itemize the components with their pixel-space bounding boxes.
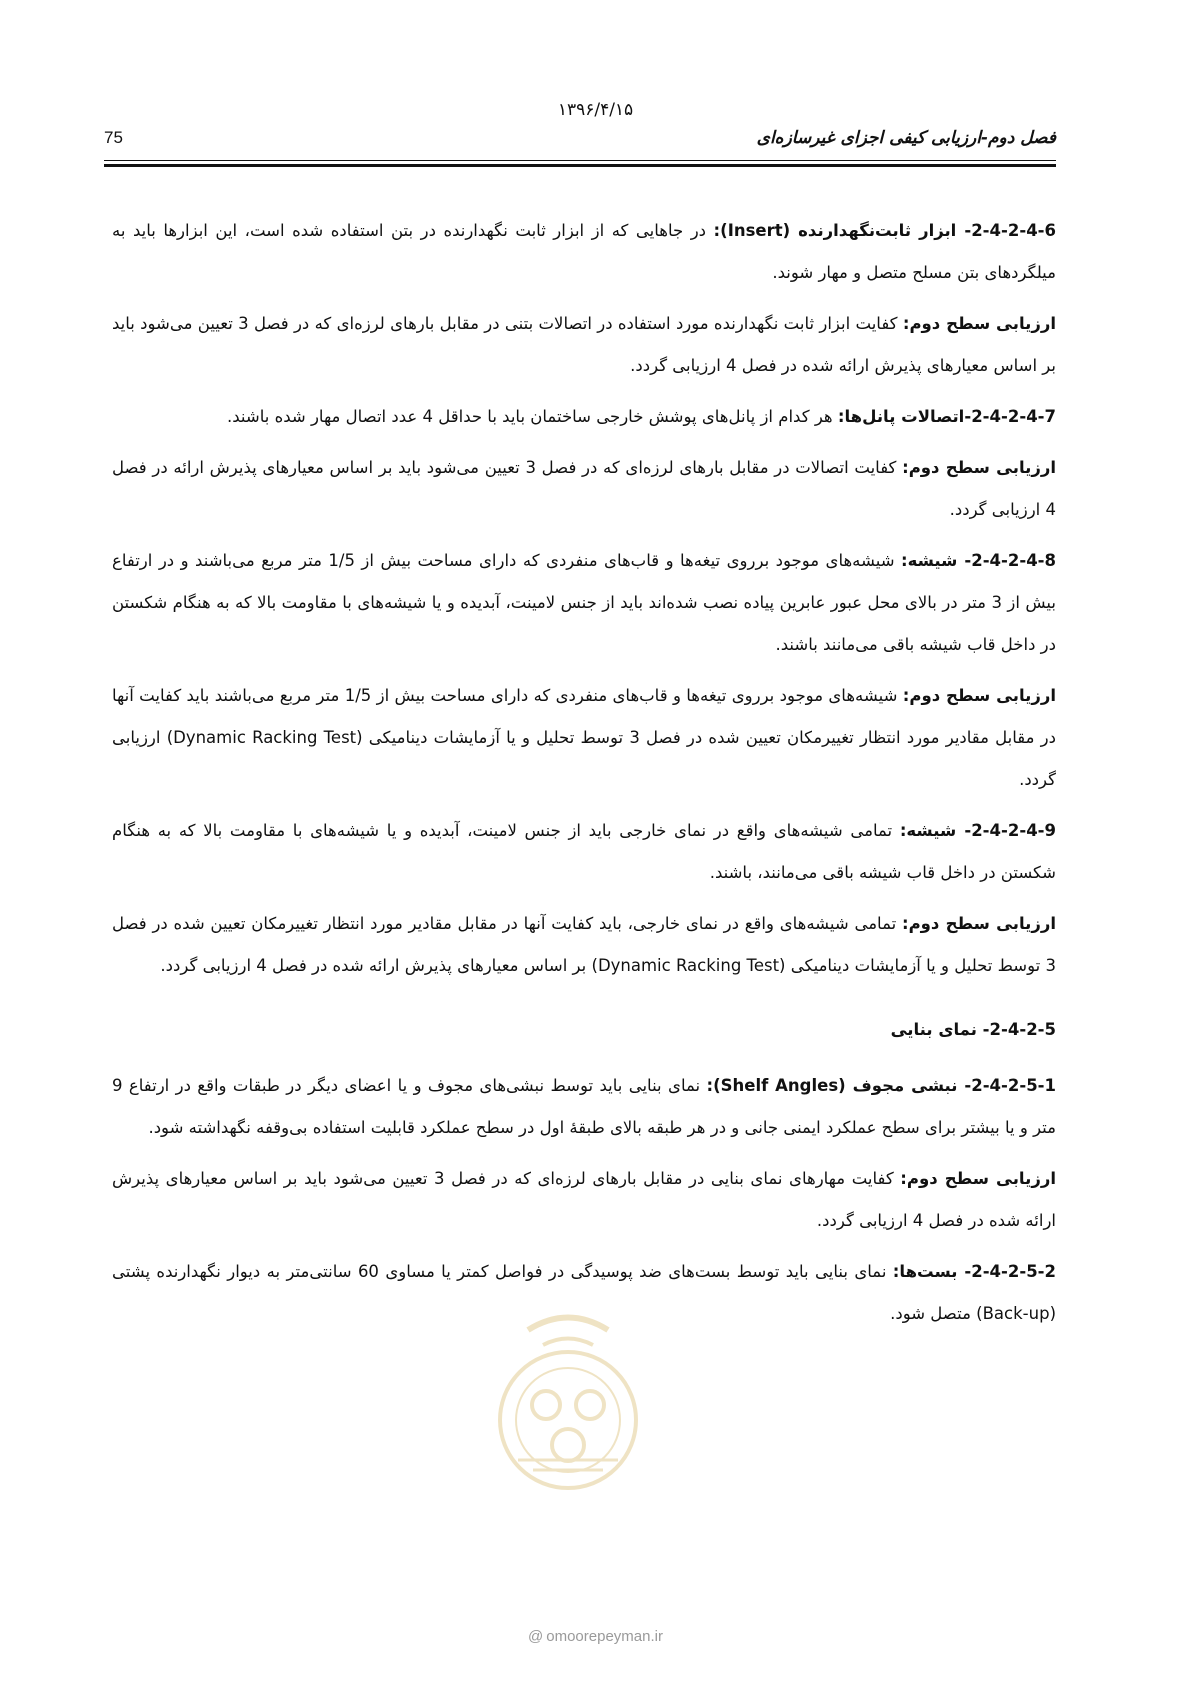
- paragraph-lead: 2-4-2-4-8- شیشه:: [901, 551, 1057, 570]
- section-heading: [112, 1009, 1056, 1051]
- page-header: [104, 128, 1056, 154]
- page-number: 75: [104, 128, 123, 147]
- paragraph-body: شیشه‌های موجود برروی تیغه‌ها و قاب‌های منفردی که دارای مساحت بیش از 1/5 متر مربع می‌باشند باید کفایت آنها در مقابل مقادیر مورد انتظار تغییرمکان تعیین شده در فصل 3 توسط تحلیل و یا آزمایشات دینامیکی (Dynamic Racking Test) ارزیابی گردد.: [112, 686, 1056, 789]
- at-icon: @: [528, 1628, 544, 1645]
- watermark-logo: [488, 1310, 648, 1500]
- footer-url-text: omoorepeyman.ir: [546, 1628, 663, 1645]
- paragraph-lead: ارزیابی سطح دوم:: [900, 1169, 1056, 1188]
- paragraph: [112, 447, 1056, 531]
- paragraph-body: تمامی شیشه‌های واقع در نمای خارجی باید از جنس لامینت، آبدیده و یا شیشه‌های با مقاومت بالا که به هنگام شکستن در داخل قاب شیشه باقی می‌مانند، باشند.: [112, 821, 1056, 882]
- paragraph: [112, 675, 1056, 801]
- paragraph: [112, 903, 1056, 987]
- paragraph-body: تمامی شیشه‌های واقع در نمای خارجی، باید کفایت آنها در مقابل مقادیر مورد انتظار تغییرمکان تعیین شده در فصل 3 توسط تحلیل و یا آزمایشات دینامیکی (Dynamic Racking Test) بر اساس معیارهای پذیرش ارائه شده در فصل 4 ارزیابی گردد.: [112, 914, 1056, 975]
- footer-url: [0, 1628, 1191, 1645]
- print-date: ۱۳۹۶/۴/۱۵: [557, 100, 634, 120]
- header-rule-thin: [104, 160, 1056, 161]
- paragraph: [112, 540, 1056, 666]
- paragraph: [112, 396, 1056, 438]
- body-text: [112, 210, 1056, 1344]
- paragraph-body: در جاهایی که از ابزار ثابت نگهدارنده در بتن استفاده شده است، این ابزارها باید به میلگردهای بتن مسلح متصل و مهار شوند.: [112, 221, 1056, 282]
- paragraph-lead: 2-4-2-4-9- شیشه:: [899, 821, 1056, 840]
- paragraph-lead: ارزیابی سطح دوم:: [902, 314, 1056, 333]
- paragraph: [112, 210, 1056, 294]
- chapter-title: فصل دوم-ارزیابی کیفی اجزای غیرسازه‌ای: [756, 128, 1056, 148]
- paragraph-lead: ارزیابی سطح دوم:: [901, 914, 1057, 933]
- paragraph: [112, 1065, 1056, 1149]
- paragraph: [112, 1158, 1056, 1242]
- paragraph-body: کفایت اتصالات در مقابل بارهای لرزه‌ای که در فصل 3 تعیین می‌شود باید بر اساس معیارهای پذیرش ارائه در فصل 4 ارزیابی گردد.: [112, 458, 1056, 519]
- paragraph-lead: ارزیابی سطح دوم:: [902, 686, 1057, 705]
- paragraph-body: کفایت ابزار ثابت نگهدارنده مورد استفاده در اتصالات بتنی در مقابل بارهای لرزه‌ای که در فصل 3 تعیین می‌شود باید بر اساس معیارهای پذیرش ارائه شده در فصل 4 ارزیابی گردد.: [112, 314, 1056, 375]
- paragraph-body: نمای بنایی باید توسط نبشی‌های مجوف و یا اعضای دیگر در طبقات واقع در ارتفاع 9 متر و یا بیشتر برای سطح عملکرد ایمنی جانی و در هر طبقه بالای طبقهٔ اول در سطح عملکرد قابلیت استفاده بی‌وقفه نگهداشته شود.: [112, 1076, 1056, 1137]
- paragraph-body: کفایت مهارهای نمای بنایی در مقابل بارهای لرزه‌ای که در فصل 3 تعیین می‌شود باید بر اساس معیارهای پذیرش ارائه شده در فصل 4 ارزیابی گردد.: [112, 1169, 1056, 1230]
- paragraph-body: هر کدام از پانل‌های پوشش خارجی ساختمان باید با حداقل 4 عدد اتصال مهار شده باشند.: [227, 407, 838, 426]
- paragraph: [112, 303, 1056, 387]
- section-heading-text: 2-4-2-5- نمای بنایی: [890, 1020, 1056, 1039]
- paragraph-body: شیشه‌های موجود برروی تیغه‌ها و قاب‌های منفردی که دارای مساحت بیش از 1/5 متر مربع می‌باشند و در ارتفاع بیش از 3 متر در بالای محل عبور عابرین پیاده نصب شده‌اند باید از جنس لامینت، آبدیده و یا شیشه‌های با مقاومت بالا که به هنگام شکستن در داخل قاب شیشه باقی می‌مانند باشند.: [112, 551, 1056, 654]
- paragraph: [112, 810, 1056, 894]
- header-rule-thick: [104, 164, 1056, 167]
- paragraph-lead: 2-4-2-5-1- نبشی مجوف (Shelf Angles):: [706, 1076, 1057, 1095]
- paragraph-lead: 2-4-2-4-6- ابزار ثابت‌نگهدارنده (Insert):: [713, 221, 1056, 240]
- paragraph-body: نمای بنایی باید توسط بست‌های ضد پوسیدگی در فواصل کمتر یا مساوی 60 سانتی‌متر به دیوار نگهدارنده پشتی (Back-up) متصل شود.: [112, 1262, 1056, 1323]
- paragraph-lead: ارزیابی سطح دوم:: [902, 458, 1057, 477]
- paragraph-lead: 2-4-2-5-2- بست‌ها:: [892, 1262, 1057, 1281]
- paragraph-lead: 2-4-2-4-7-اتصالات پانل‌ها:: [837, 407, 1056, 426]
